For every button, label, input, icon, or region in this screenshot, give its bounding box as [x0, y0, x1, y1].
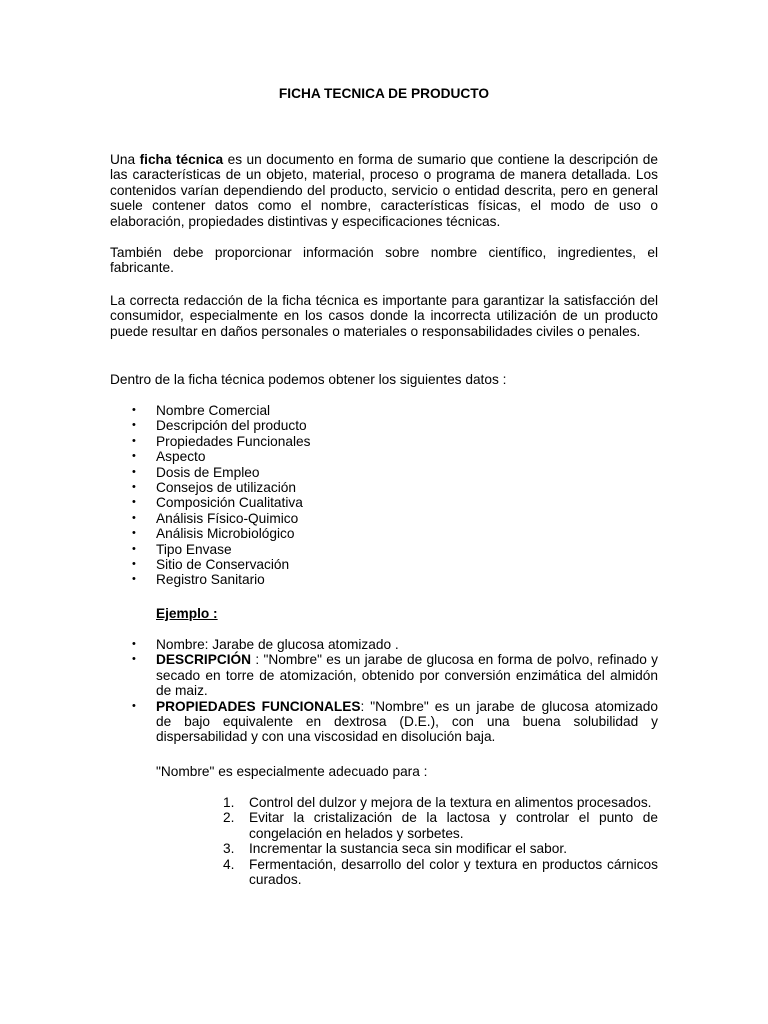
intro-bold-term: ficha técnica	[139, 152, 224, 167]
bullet-icon: •	[132, 542, 136, 555]
data-item-label: Nombre Comercial	[156, 403, 271, 418]
use-item-number: 3.	[223, 841, 235, 857]
data-item	[110, 449, 658, 464]
use-item-text: Control del dulzor y mejora de la textura en alimentos procesados.	[249, 795, 652, 810]
use-item-text: Fermentación, desarrollo del color y textura en productos cárnicos curados.	[249, 856, 658, 888]
data-item-label: Consejos de utilización	[156, 480, 296, 496]
data-item	[110, 434, 658, 449]
use-item-number: 4.	[223, 856, 235, 872]
paragraph-data-intro-text: Dentro de la ficha técnica podemos obtener los siguientes datos :	[110, 372, 507, 387]
data-item	[110, 557, 658, 572]
bullet-icon: •	[132, 573, 136, 586]
paragraph-importance-text: La correcta redacción de la ficha técnica es importante para garantizar la satisfacción del consumidor, especialmente en los casos donde la incorrecta utilización de un producto puede resultar en daños personales o materiales o responsabilidades civiles o penales.	[110, 293, 658, 339]
use-item	[223, 810, 658, 841]
paragraph-ingredients-text: También debe proporcionar información sobre nombre científico, ingredientes, el fabricante.	[110, 245, 658, 276]
example-item	[110, 699, 658, 745]
data-item	[110, 495, 658, 510]
use-item-text: Incrementar la sustancia seca sin modificar el sabor.	[249, 841, 567, 857]
bullet-icon: •	[132, 450, 136, 463]
data-item	[110, 403, 658, 418]
data-item-label: Descripción del producto	[156, 418, 307, 434]
example-item-text: : "Nombre" es un jarabe de glucosa atomizado de bajo equivalente en dextrosa (D.E.), con una buena solubilidad y dispersabilidad y con una viscosidad en disolución baja.	[156, 698, 658, 745]
bullet-icon: •	[132, 527, 136, 540]
paragraph-importance	[110, 293, 658, 339]
example-item	[110, 652, 658, 698]
suitable-intro: "Nombre" es especialmente adecuado para :	[156, 764, 428, 779]
data-item-label: Composición Cualitativa	[156, 495, 303, 511]
intro-paragraph	[110, 152, 658, 229]
use-item-number: 1.	[223, 795, 235, 810]
bullet-icon: •	[132, 496, 136, 509]
data-item-label: Sitio de Conservación	[156, 557, 290, 573]
use-item	[223, 795, 658, 810]
use-item	[223, 841, 658, 856]
data-item-label: Registro Sanitario	[156, 572, 265, 588]
data-item	[110, 480, 658, 495]
example-items-ul	[110, 637, 658, 745]
bullet-icon: •	[132, 638, 136, 650]
example-item-label: DESCRIPCIÓN	[156, 652, 252, 668]
data-items-list	[110, 403, 658, 588]
intro-rest: es un documento en forma de sumario que contiene la descripción de las características de un objeto, material, proceso o programa de manera detallada. Los contenidos varían dependiendo del producto, servicio o entidad descrita, pero en general suele contener datos como el nombre, características físicas, el modo de uso o elaboración, propiedades distintivas y especificaciones técnicas.	[110, 152, 658, 229]
bullet-icon: •	[132, 465, 136, 478]
data-item	[110, 526, 658, 541]
document-title: FICHA TECNICA DE PRODUCTO	[278, 86, 490, 101]
data-items-ul	[110, 403, 658, 588]
data-item-label: Análisis Microbiológico	[156, 526, 295, 542]
data-item-label: Tipo Envase	[156, 541, 232, 557]
bullet-icon: •	[132, 419, 136, 432]
data-item-label: Análisis Físico-Quimico	[156, 510, 299, 526]
data-item-label: Aspecto	[156, 449, 206, 465]
data-item	[110, 418, 658, 433]
data-item	[110, 511, 658, 526]
use-item	[223, 857, 658, 888]
bullet-icon: •	[132, 699, 136, 712]
paragraph-data-intro	[110, 372, 658, 387]
example-item-label: PROPIEDADES FUNCIONALES	[156, 698, 361, 714]
data-item	[110, 465, 658, 480]
example-item-text: : "Nombre" es un jarabe de glucosa en forma de polvo, refinado y secado en torre de atomización, obtenido por conversión enzimática del almidón de maiz.	[156, 652, 658, 699]
uses-list	[223, 795, 658, 887]
example-list	[110, 637, 658, 745]
data-item-label: Propiedades Funcionales	[156, 433, 311, 449]
paragraph-ingredients	[110, 245, 658, 276]
example-item	[110, 637, 658, 652]
bullet-icon: •	[132, 511, 136, 524]
example-heading: Ejemplo :	[156, 606, 218, 621]
bullet-icon: •	[132, 653, 136, 666]
bullet-icon: •	[132, 434, 136, 447]
bullet-icon: •	[132, 558, 136, 571]
use-item-text: Evitar la cristalización de la lactosa y controlar el punto de congelación en helados y sorbetes.	[249, 810, 658, 841]
example-item-text: Nombre: Jarabe de glucosa atomizado .	[156, 637, 399, 652]
data-item-label: Dosis de Empleo	[156, 464, 260, 480]
bullet-icon: •	[132, 404, 136, 416]
intro-lead: Una	[110, 152, 140, 167]
use-item-number: 2.	[223, 810, 235, 826]
data-item	[110, 542, 658, 557]
bullet-icon: •	[132, 481, 136, 494]
data-item	[110, 572, 658, 587]
